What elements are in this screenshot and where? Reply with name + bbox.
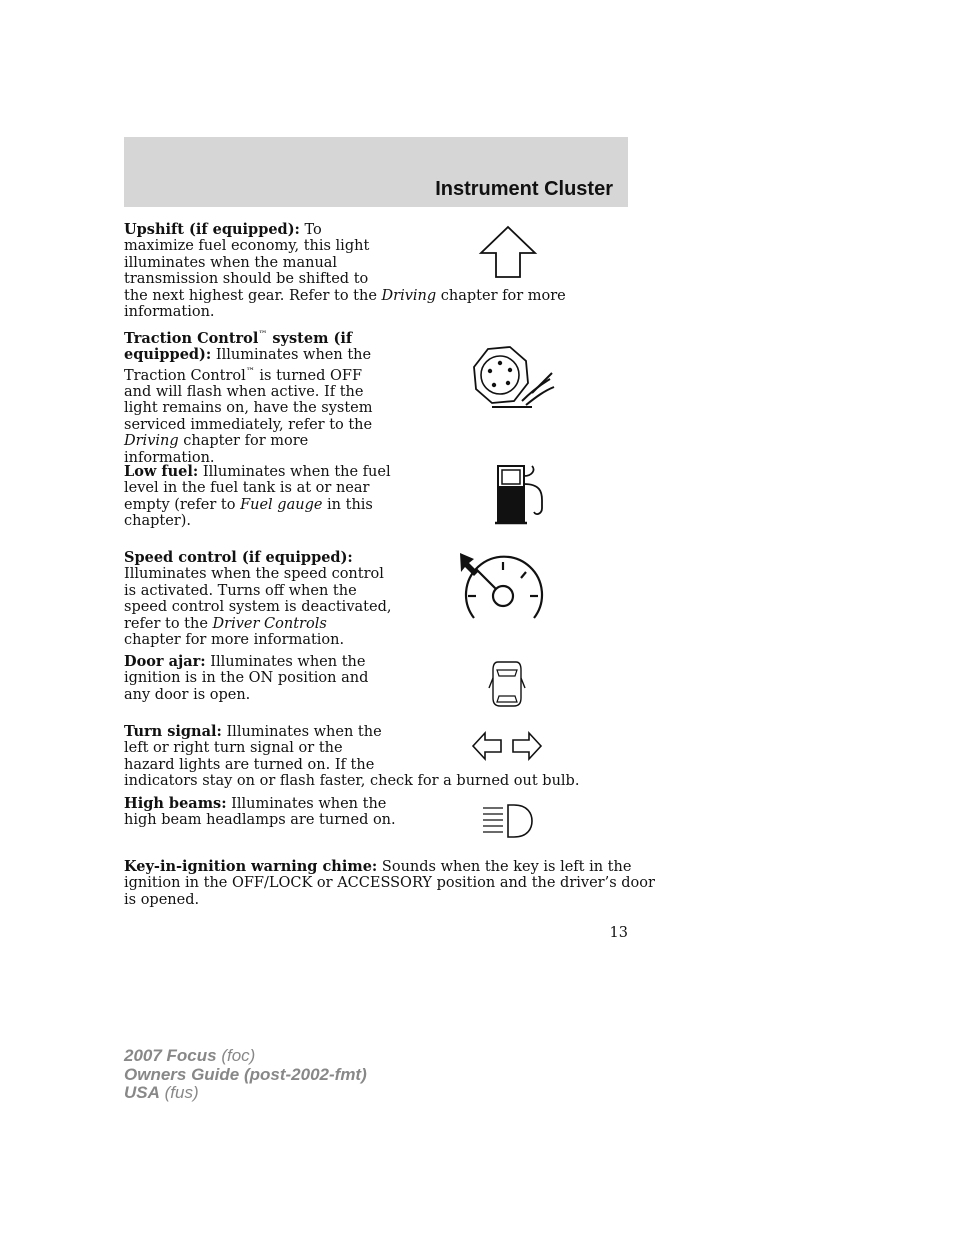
traction-control-icon (470, 343, 558, 411)
speed-control-description: Speed control (if equipped): Illuminates when the speed control is activated. Turns off when the speed control system is deactivated, refer to the Driver Controls chapter for more information. (124, 549, 392, 649)
section-header-bar (124, 137, 628, 207)
door-ajar-description: Door ajar: Illuminates when the ignition is in the ON position and any door is open. (124, 653, 369, 703)
speed-control-icon (456, 550, 546, 628)
traction-control-description: Traction Control™ system (if equipped): Illuminates when the Traction Control™ is turned OFF and will flash when active. If the light remains on, have the system serviced immediately, refer to the Driving chapter for more information. (124, 329, 373, 466)
key-chime-description: Key-in-ignition warning chime: Sounds when the key is left in the ignition in the OFF/LOCK or ACCESSORY position and the driver’s door is opened. (124, 858, 655, 908)
section-title: Instrument Cluster (435, 178, 613, 200)
document-footer: 2007 Focus (foc) Owners Guide (post-2002-fmt) USA (fus) (124, 1046, 367, 1102)
high-beams-description: High beams: Illuminates when the high beam headlamps are turned on. (124, 795, 396, 829)
turn-signal-arrows-icon (470, 730, 544, 762)
fuel-pump-icon (492, 462, 548, 526)
door-ajar-icon (488, 658, 526, 710)
turn-signal-description: Turn signal: Illuminates when the left or right turn signal or the hazard lights are turned on. If the indicators stay on or flash faster, check for a burned out bulb. (124, 723, 580, 790)
upshift-arrow-icon (478, 224, 538, 280)
page-number: 13 (609, 925, 628, 941)
low-fuel-description: Low fuel: Illuminates when the fuel level in the fuel tank is at or near empty (refer to Fuel gauge in this chapter). (124, 463, 391, 530)
upshift-description: Upshift (if equipped): To maximize fuel economy, this light illuminates when the manual transmission should be shifted to the next highest gear. Refer to the Driving chapter for more information. (124, 221, 566, 321)
high-beam-icon (480, 802, 536, 840)
